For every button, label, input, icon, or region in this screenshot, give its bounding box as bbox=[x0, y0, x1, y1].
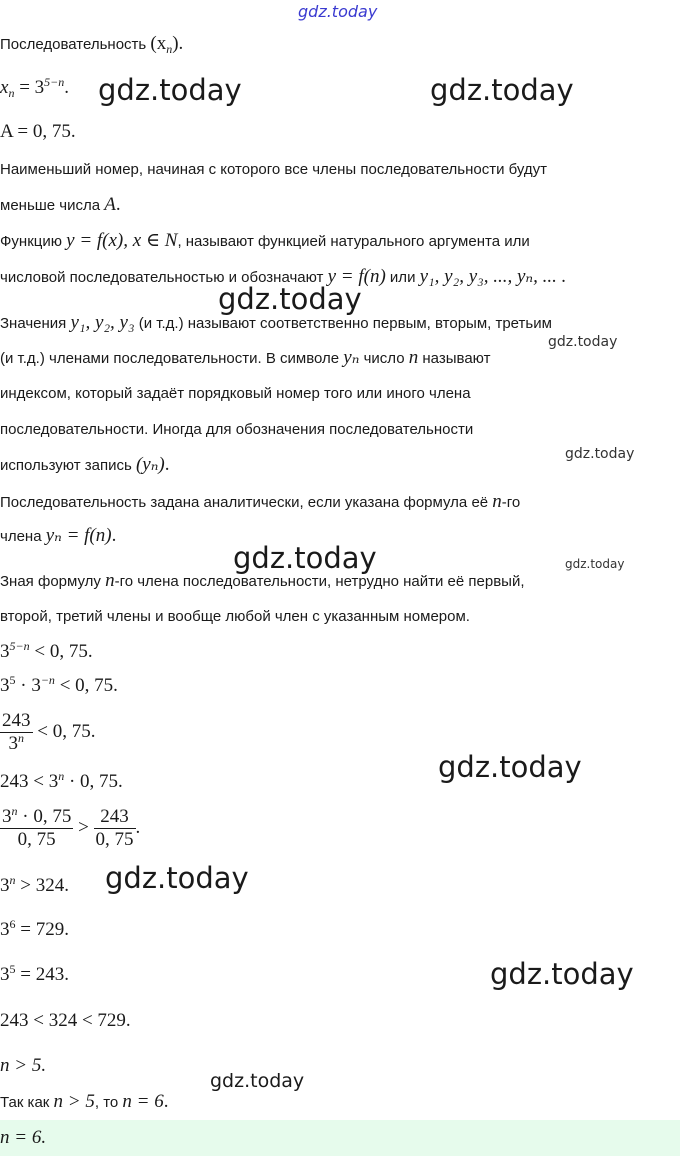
task-line-2: меньше числа A. bbox=[0, 194, 121, 215]
watermark: gdz.today bbox=[565, 446, 635, 462]
theory-line: Последовательность задана аналитически, если указана формула её n-го bbox=[0, 491, 521, 512]
theory-line: используют запись (yₙ). bbox=[0, 454, 170, 475]
watermark-top: gdz.today bbox=[298, 2, 378, 21]
solution-step: $3^n > 324$. bbox=[0, 873, 69, 896]
theory-line: Значения y₁, y₂, y₃ (и т.д.) называют соответственно первым, вторым, третьим bbox=[0, 312, 552, 333]
theory-line: второй, третий члены и вообще любой член с указанным номером. bbox=[0, 608, 470, 625]
watermark: gdz.today bbox=[565, 557, 625, 571]
watermark: gdz.today bbox=[490, 957, 634, 991]
watermark: gdz.today bbox=[98, 73, 242, 107]
solution-step: $\frac{243}{3^n}$ < 0, 75. bbox=[2, 710, 96, 754]
solution-step: $3^{5-n} < 0$, 75. bbox=[0, 639, 93, 662]
theory-line: (и т.д.) членами последовательности. В символе yₙ число n называют bbox=[0, 347, 491, 368]
watermark: gdz.today bbox=[210, 1070, 305, 1092]
solution-step: n > 5. bbox=[0, 1055, 47, 1076]
fraction: $\frac{3^n \cdot 0, 75}{0, 75}$ bbox=[2, 804, 72, 850]
watermark: gdz.today bbox=[438, 750, 582, 784]
fraction: $\frac{243}{3^n}$ bbox=[2, 710, 31, 754]
task-line: Наименьший номер, начиная с которого все члены последовательности будут bbox=[0, 161, 548, 178]
formula-line: $x_n = 3^{5-n}$. bbox=[0, 75, 70, 100]
theory-line: члена yₙ = f(n). bbox=[0, 525, 117, 546]
answer: n = 6. bbox=[0, 1127, 47, 1148]
solution-step: $3^6 = 729$. bbox=[0, 917, 69, 940]
watermark: gdz.today bbox=[218, 282, 362, 316]
solution-step: 243 < 324 < 729. bbox=[0, 1010, 131, 1031]
theory-line: Зная формулу n-го члена последовательности, нетрудно найти её первый, bbox=[0, 570, 525, 591]
solution-step: $3^5 = 243$. bbox=[0, 962, 69, 985]
theory-line: последовательности. Иногда для обозначения последовательности bbox=[0, 421, 474, 438]
theory-line: числовой последовательностью и обозначают y = f(n) или y₁, y₂, y₃, ..., yₙ, ... . bbox=[0, 266, 567, 287]
watermark: gdz.today bbox=[105, 861, 249, 895]
theory-line: Функцию y = f(x), x ∈ N, называют функцией натурального аргумента или bbox=[0, 230, 530, 251]
solution-step: $3^5 \cdot 3^{-n} < 0$, 75. bbox=[0, 673, 118, 696]
given-a-line: A = 0, 75. bbox=[0, 121, 76, 142]
watermark: gdz.today bbox=[233, 541, 377, 575]
watermark: gdz.today bbox=[548, 334, 618, 350]
theory-line: индексом, который задаёт порядковый номер того или иного члена bbox=[0, 385, 471, 402]
fraction: $\frac{243}{0, 75}$ bbox=[95, 806, 134, 850]
solution-step: $243 < 3^n \cdot 0$, 75. bbox=[0, 769, 123, 792]
sequence-line: Последовательность $(x_n)$. bbox=[0, 33, 184, 56]
conclusion-line: Так как n > 5, то n = 6. bbox=[0, 1091, 169, 1112]
answer-highlight bbox=[0, 1120, 680, 1156]
watermark: gdz.today bbox=[430, 73, 574, 107]
solution-step: $\frac{3^n \cdot 0, 75}{0, 75}$ > $\frac{243}{0, 75}$ . bbox=[2, 804, 141, 850]
